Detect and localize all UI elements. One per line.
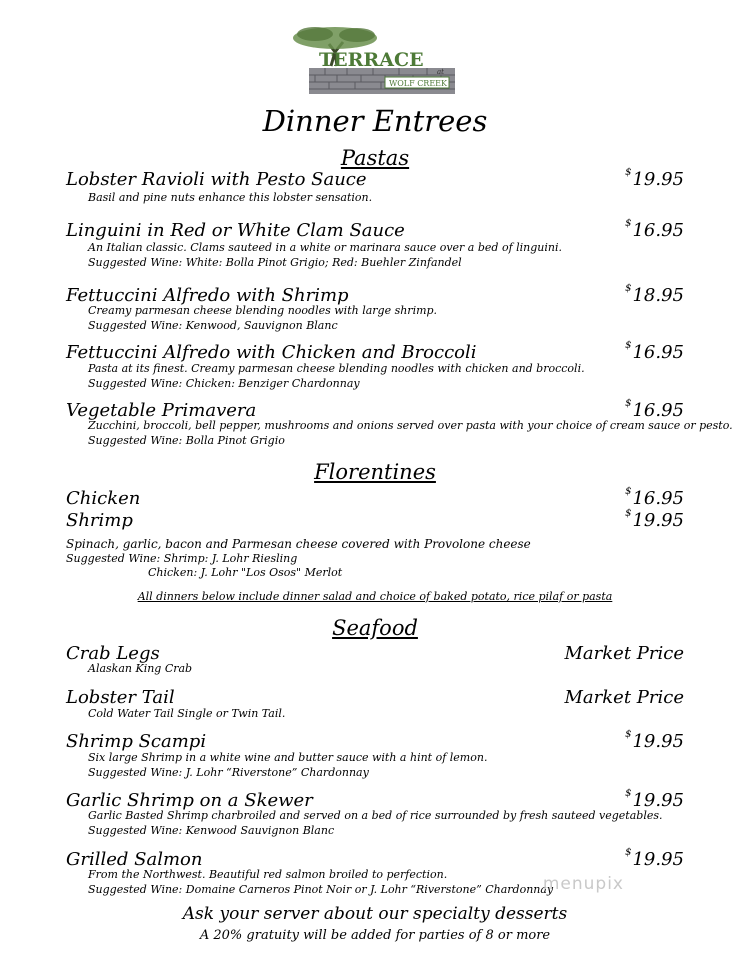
menu-item-price: $19.95 (625, 729, 684, 752)
menu-item-description: An Italian classic. Clams sauteed in a white or marinara sauce over a bed of linguini. (88, 241, 563, 254)
currency-symbol: $ (625, 283, 632, 294)
menu-item-description: Creamy parmesan cheese blending noodles with large shrimp. (88, 304, 438, 317)
menu-item-description: Basil and pine nuts enhance this lobster sensation. (88, 191, 373, 204)
menu-item-name: Vegetable Primavera (66, 400, 257, 421)
menu-item-price: Market Price (564, 687, 684, 708)
menu-item-description: Garlic Basted Shrimp charbroiled and served on a bed of rice surrounded by fresh sauteed vegetables. (88, 809, 663, 822)
currency-symbol: $ (625, 508, 632, 519)
menu-item-description: Six large Shrimp in a white wine and butter sauce with a hint of lemon. (88, 751, 488, 764)
menu-item-name: Chicken (66, 488, 141, 509)
menu-item-name: Fettuccini Alfredo with Shrimp (66, 285, 349, 306)
menu-item-price: $19.95 (625, 788, 684, 811)
menu-item-wine: Suggested Wine: White: Bolla Pinot Grigio; Red: Buehler Zinfandel (88, 256, 462, 269)
menu-item-price: $16.95 (625, 340, 684, 363)
menu-item-wine: Suggested Wine: J. Lohr “Riverstone” Chardonnay (88, 766, 369, 779)
menu-item-price: $19.95 (625, 167, 684, 190)
currency-symbol: $ (625, 218, 632, 229)
menu-item-name: Shrimp (66, 510, 133, 531)
page-title: Dinner Entrees (262, 104, 488, 138)
menu-item-name: Shrimp Scampi (66, 731, 207, 752)
menu-item-description: Alaskan King Crab (88, 662, 193, 675)
menu-item-price: $16.95 (625, 486, 684, 509)
currency-symbol: $ (625, 167, 632, 178)
menu-item-wine: Suggested Wine: Domaine Carneros Pinot Noir or J. Lohr “Riverstone” Chardonnay (88, 883, 554, 896)
menu-item-name: Linguini in Red or White Clam Sauce (66, 220, 405, 241)
menu-item-price: $19.95 (625, 508, 684, 531)
logo-subtitle: WOLF CREEK (389, 79, 447, 88)
restaurant-logo (285, 22, 455, 102)
menu-item-description: Cold Water Tail Single or Twin Tail. (88, 707, 286, 720)
logo-name: TERRACE (319, 49, 424, 71)
menu-item-price: $16.95 (625, 218, 684, 241)
menu-item-name: Garlic Shrimp on a Skewer (66, 790, 313, 811)
gratuity-note: A 20% gratuity will be added for parties of 8 or more (199, 928, 551, 943)
menu-item-price: $16.95 (625, 398, 684, 421)
currency-symbol: $ (625, 729, 632, 740)
logo-graphic (285, 22, 455, 102)
currency-symbol: $ (625, 398, 632, 409)
menu-item-wine: Suggested Wine: Kenwood, Sauvignon Blanc (88, 319, 338, 332)
menu-item-name: Lobster Ravioli with Pesto Sauce (66, 169, 367, 190)
section-heading-seafood: Seafood (332, 616, 418, 640)
menu-item-price: $18.95 (625, 283, 684, 306)
currency-symbol: $ (625, 847, 632, 858)
currency-symbol: $ (625, 340, 632, 351)
menu-item-name: Grilled Salmon (66, 849, 203, 870)
section-heading-florentines: Florentines (314, 460, 436, 484)
menu-item-wine: Suggested Wine: Chicken: Benziger Chardonnay (88, 377, 360, 390)
florentine-wine-shrimp: Suggested Wine: Shrimp: J. Lohr Riesling (66, 552, 298, 565)
menu-item-price: Market Price (564, 643, 684, 664)
menu-item-description: Zucchini, broccoli, bell pepper, mushrooms and onions served over pasta with your choice of cream sauce or pesto. (88, 419, 733, 432)
menu-item-description: Pasta at its finest. Creamy parmesan cheese blending noodles with chicken and broccoli. (88, 362, 585, 375)
menu-item-description: From the Northwest. Beautiful red salmon broiled to perfection. (88, 868, 448, 881)
currency-symbol: $ (625, 486, 632, 497)
menu-item-wine: Suggested Wine: Bolla Pinot Grigio (88, 434, 285, 447)
currency-symbol: $ (625, 788, 632, 799)
menu-item-wine: Suggested Wine: Kenwood Sauvignon Blanc (88, 824, 335, 837)
dinner-includes-note: All dinners below include dinner salad and choice of baked potato, rice pilaf or pasta (137, 590, 613, 603)
watermark: menupix (542, 874, 624, 894)
menu-item-name: Fettuccini Alfredo with Chicken and Broccoli (66, 342, 477, 363)
section-heading-pastas: Pastas (340, 146, 410, 170)
menu-item-price: $19.95 (625, 847, 684, 870)
logo-at: at (437, 68, 444, 76)
florentine-description: Spinach, garlic, bacon and Parmesan cheese covered with Provolone cheese (66, 537, 531, 551)
desserts-note: Ask your server about our specialty desserts (182, 904, 568, 924)
menu-item-name: Lobster Tail (66, 687, 175, 708)
florentine-wine-chicken: Chicken: J. Lohr "Los Osos" Merlot (148, 566, 343, 579)
menu-item-name: Crab Legs (66, 643, 160, 664)
